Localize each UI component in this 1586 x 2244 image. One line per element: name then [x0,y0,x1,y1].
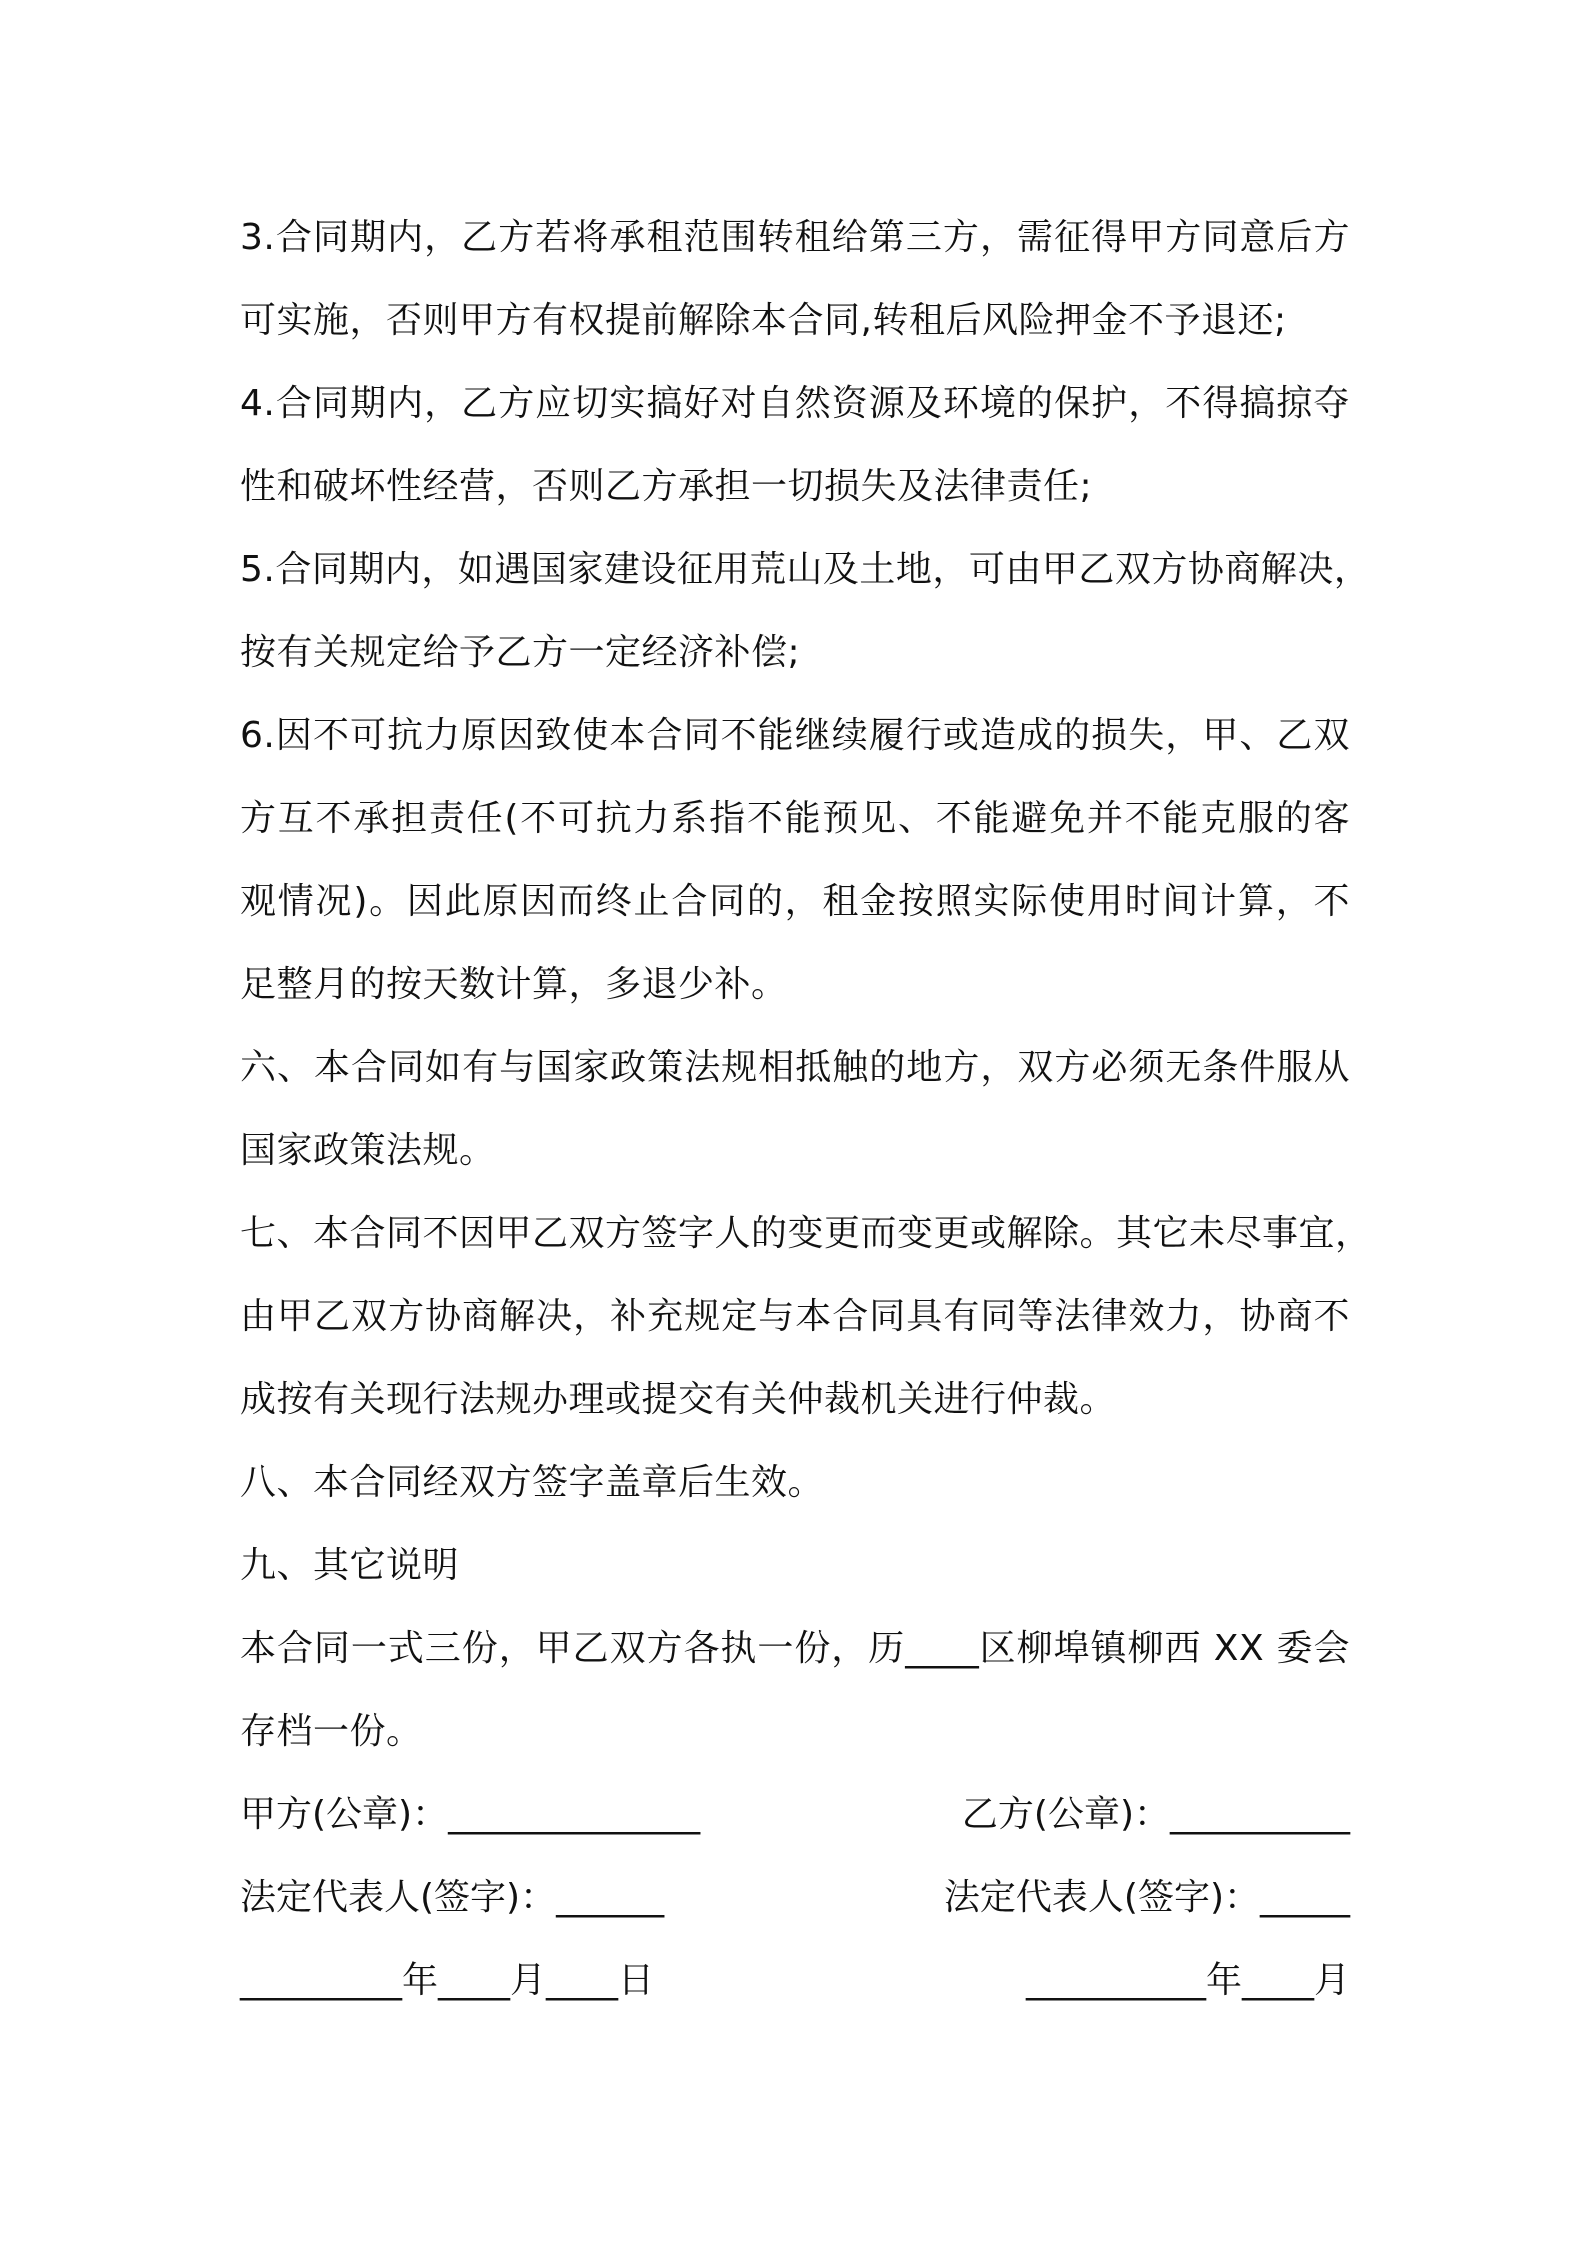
section-9-line-2: 存档一份。 [240,1711,423,1752]
clause-4-line-2: 性和破坏性经营，否则乙方承担一切损失及法律责任; [240,466,1093,507]
party-b-seal-field: 乙方(公章)：__________ [961,1794,1350,1835]
section-7-line-1: 七、本合同不因甲乙双方签字人的变更而变更或解除。其它未尽事宜， [240,1213,1372,1254]
party-b-date-field: __________年____月 [1026,1960,1350,2001]
clause-6-line-1: 6.因不可抗力原因致使本合同不能继续履行或造成的损失，甲、乙双 [240,715,1350,756]
section-7-line-2: 由甲乙双方协商解决，补充规定与本合同具有同等法律效力，协商不 [240,1296,1350,1337]
clause-6-line-2: 方互不承担责任(不可抗力系指不能预见、不能避免并不能克服的客 [240,798,1350,839]
contract-body [240,196,1372,2022]
section-7-line-3: 成按有关现行法规办理或提交有关仲裁机关进行仲裁。 [240,1379,1117,1420]
clause-4-line-1: 4.合同期内，乙方应切实搞好对自然资源及环境的保护，不得搞掠夺 [240,383,1350,424]
clause-5-line-1: 5.合同期内，如遇国家建设征用荒山及土地，可由甲乙双方协商解决， [240,549,1371,590]
party-a-representative-field: 法定代表人(签字)：______ [240,1877,665,1918]
section-6-line-2: 国家政策法规。 [240,1130,496,1171]
date-row [240,1939,1350,2022]
section-6-line-1: 六、本合同如有与国家政策法规相抵触的地方，双方必须无条件服从 [240,1047,1350,1088]
party-a-date-field: _________年____月____日 [240,1960,654,2001]
clause-3-line-1: 3.合同期内，乙方若将承租范围转租给第三方，需征得甲方同意后方 [240,217,1350,258]
seal-row [240,1773,1350,1856]
clause-3-line-2: 可实施，否则甲方有权提前解除本合同,转租后风险押金不予退还; [240,300,1287,341]
section-9-line-1: 本合同一式三份，甲乙双方各执一份，历____区柳埠镇柳西 XX 委会 [240,1628,1350,1669]
section-8-line: 八、本合同经双方签字盖章后生效。 [240,1462,825,1503]
clause-6-line-3: 观情况)。因此原因而终止合同的，租金按照实际使用时间计算，不 [240,881,1350,922]
party-b-representative-field: 法定代表人(签字)：_____ [943,1877,1350,1918]
party-a-seal-field: 甲方(公章)：______________ [240,1794,701,1835]
clause-6-line-4: 足整月的按天数计算，多退少补。 [240,964,788,1005]
representative-row [240,1856,1350,1939]
section-9-heading: 九、其它说明 [240,1545,460,1586]
clause-5-line-2: 按有关规定给予乙方一定经济补偿; [240,632,801,673]
